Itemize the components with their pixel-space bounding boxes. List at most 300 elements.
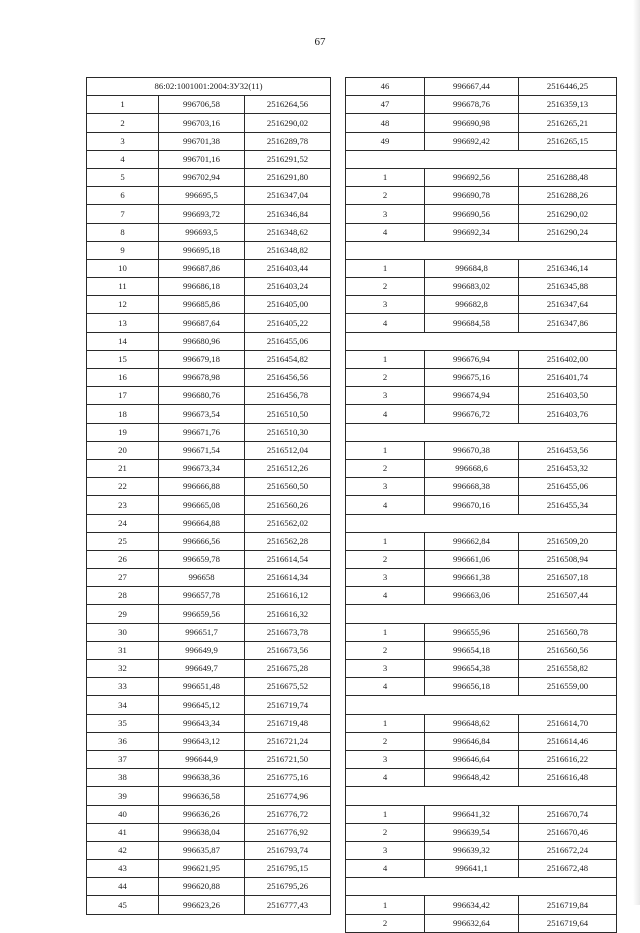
x-coordinate-cell: 996661,38 [425, 569, 519, 587]
x-coordinate-cell: 996651,48 [159, 678, 245, 696]
y-coordinate-cell: 2516775,16 [245, 769, 331, 787]
table-row [87, 423, 331, 441]
point-number-cell: 1 [346, 805, 425, 823]
x-coordinate-cell: 996702,94 [159, 168, 245, 186]
table-row [346, 296, 617, 314]
table-row [346, 823, 617, 841]
point-number-cell: 11 [87, 278, 159, 296]
point-number-cell: 46 [346, 78, 425, 96]
x-coordinate-cell: 996687,64 [159, 314, 245, 332]
point-number-cell: 7 [87, 205, 159, 223]
page-number: 67 [314, 36, 326, 48]
point-number-cell: 13 [87, 314, 159, 332]
table-row [346, 841, 617, 859]
x-coordinate-cell: 996641,32 [425, 805, 519, 823]
x-coordinate-cell: 996651,7 [159, 623, 245, 641]
x-coordinate-cell: 996639,32 [425, 841, 519, 859]
point-number-cell: 2 [346, 641, 425, 659]
x-coordinate-cell: 996701,38 [159, 132, 245, 150]
table-row [346, 550, 617, 568]
table-title-row [87, 78, 331, 96]
table-row [87, 823, 331, 841]
point-number-cell: 32 [87, 660, 159, 678]
y-coordinate-cell: 2516401,74 [519, 369, 617, 387]
x-coordinate-cell: 996674,94 [425, 387, 519, 405]
separator-cell [346, 787, 617, 805]
x-coordinate-cell: 996673,34 [159, 459, 245, 477]
table-row [87, 168, 331, 186]
y-coordinate-cell: 2516507,44 [519, 587, 617, 605]
x-coordinate-cell: 996666,56 [159, 532, 245, 550]
x-coordinate-cell: 996659,78 [159, 550, 245, 568]
x-coordinate-cell: 996643,12 [159, 732, 245, 750]
separator-cell [346, 605, 617, 623]
x-coordinate-cell: 996684,58 [425, 314, 519, 332]
x-coordinate-cell: 996682,8 [425, 296, 519, 314]
point-number-cell: 6 [87, 187, 159, 205]
table-row [346, 569, 617, 587]
y-coordinate-cell: 2516510,30 [245, 423, 331, 441]
table-row [346, 314, 617, 332]
point-number-cell: 3 [346, 296, 425, 314]
point-number-cell: 2 [346, 187, 425, 205]
point-number-cell: 20 [87, 441, 159, 459]
y-coordinate-cell: 2516290,02 [245, 114, 331, 132]
y-coordinate-cell: 2516560,56 [519, 641, 617, 659]
x-coordinate-cell: 996678,76 [425, 96, 519, 114]
table-row [87, 296, 331, 314]
y-coordinate-cell: 2516454,82 [245, 350, 331, 368]
point-number-cell: 4 [346, 860, 425, 878]
x-coordinate-cell: 996678,98 [159, 369, 245, 387]
y-coordinate-cell: 2516345,88 [519, 278, 617, 296]
y-coordinate-cell: 2516264,56 [245, 96, 331, 114]
x-coordinate-cell: 996670,38 [425, 441, 519, 459]
y-coordinate-cell: 2516512,26 [245, 459, 331, 477]
x-coordinate-cell: 996706,58 [159, 96, 245, 114]
x-coordinate-cell: 996636,58 [159, 787, 245, 805]
separator-cell [346, 150, 617, 168]
point-number-cell: 26 [87, 550, 159, 568]
left-coordinates-table [86, 77, 331, 915]
table-row [87, 841, 331, 859]
y-coordinate-cell: 2516670,46 [519, 823, 617, 841]
contour-separator-row [346, 696, 617, 714]
y-coordinate-cell: 2516616,12 [245, 587, 331, 605]
y-coordinate-cell: 2516795,26 [245, 878, 331, 896]
point-number-cell: 31 [87, 641, 159, 659]
point-number-cell: 24 [87, 514, 159, 532]
x-coordinate-cell: 996665,08 [159, 496, 245, 514]
x-coordinate-cell: 996667,44 [425, 78, 519, 96]
table-row [346, 350, 617, 368]
contour-separator-row [346, 150, 617, 168]
point-number-cell: 3 [346, 478, 425, 496]
y-coordinate-cell: 2516348,82 [245, 241, 331, 259]
y-coordinate-cell: 2516507,18 [519, 569, 617, 587]
table-row [87, 860, 331, 878]
x-coordinate-cell: 996695,5 [159, 187, 245, 205]
point-number-cell: 3 [346, 841, 425, 859]
x-coordinate-cell: 996634,42 [425, 896, 519, 914]
table-row [346, 678, 617, 696]
table-row [87, 459, 331, 477]
y-coordinate-cell: 2516793,74 [245, 841, 331, 859]
x-coordinate-cell: 996686,18 [159, 278, 245, 296]
table-row [87, 696, 331, 714]
point-number-cell: 34 [87, 696, 159, 714]
y-coordinate-cell: 2516616,32 [245, 605, 331, 623]
x-coordinate-cell: 996663,06 [425, 587, 519, 605]
y-coordinate-cell: 2516405,22 [245, 314, 331, 332]
y-coordinate-cell: 2516403,50 [519, 387, 617, 405]
x-coordinate-cell: 996695,18 [159, 241, 245, 259]
table-row [346, 387, 617, 405]
point-number-cell: 44 [87, 878, 159, 896]
point-number-cell: 4 [346, 678, 425, 696]
table-row [346, 96, 617, 114]
y-coordinate-cell: 2516562,28 [245, 532, 331, 550]
table-row [87, 496, 331, 514]
x-coordinate-cell: 996692,56 [425, 168, 519, 186]
separator-cell [346, 423, 617, 441]
table-row [87, 150, 331, 168]
y-coordinate-cell: 2516453,56 [519, 441, 617, 459]
x-coordinate-cell: 996671,76 [159, 423, 245, 441]
y-coordinate-cell: 2516776,92 [245, 823, 331, 841]
point-number-cell: 4 [346, 314, 425, 332]
point-number-cell: 1 [346, 532, 425, 550]
point-number-cell: 8 [87, 223, 159, 241]
point-number-cell: 27 [87, 569, 159, 587]
y-coordinate-cell: 2516446,25 [519, 78, 617, 96]
y-coordinate-cell: 2516719,74 [245, 696, 331, 714]
contour-separator-row [346, 878, 617, 896]
table-row [87, 878, 331, 896]
y-coordinate-cell: 2516672,24 [519, 841, 617, 859]
x-coordinate-cell: 996648,42 [425, 769, 519, 787]
point-number-cell: 37 [87, 750, 159, 768]
point-number-cell: 1 [346, 623, 425, 641]
point-number-cell: 12 [87, 296, 159, 314]
y-coordinate-cell: 2516455,06 [519, 478, 617, 496]
y-coordinate-cell: 2516795,15 [245, 860, 331, 878]
point-number-cell: 2 [346, 914, 425, 932]
table-row [346, 896, 617, 914]
x-coordinate-cell: 996671,54 [159, 441, 245, 459]
table-row [87, 532, 331, 550]
table-row [87, 750, 331, 768]
y-coordinate-cell: 2516560,78 [519, 623, 617, 641]
y-coordinate-cell: 2516719,64 [519, 914, 617, 932]
table-row [87, 714, 331, 732]
contour-separator-row [346, 423, 617, 441]
x-coordinate-cell: 996643,34 [159, 714, 245, 732]
point-number-cell: 9 [87, 241, 159, 259]
table-row [87, 587, 331, 605]
table-row [87, 278, 331, 296]
x-coordinate-cell: 996645,12 [159, 696, 245, 714]
table-row [87, 369, 331, 387]
table-row [87, 332, 331, 350]
table-row [87, 132, 331, 150]
y-coordinate-cell: 2516721,50 [245, 750, 331, 768]
table-row [87, 223, 331, 241]
point-number-cell: 38 [87, 769, 159, 787]
contour-separator-row [346, 241, 617, 259]
point-number-cell: 35 [87, 714, 159, 732]
point-number-cell: 40 [87, 805, 159, 823]
x-coordinate-cell: 996693,72 [159, 205, 245, 223]
x-coordinate-cell: 996662,84 [425, 532, 519, 550]
table-row [87, 641, 331, 659]
y-coordinate-cell: 2516288,48 [519, 168, 617, 186]
point-number-cell: 47 [346, 96, 425, 114]
x-coordinate-cell: 996680,76 [159, 387, 245, 405]
y-coordinate-cell: 2516402,00 [519, 350, 617, 368]
y-coordinate-cell: 2516359,13 [519, 96, 617, 114]
y-coordinate-cell: 2516776,72 [245, 805, 331, 823]
x-coordinate-cell: 996638,04 [159, 823, 245, 841]
point-number-cell: 2 [346, 550, 425, 568]
y-coordinate-cell: 2516558,82 [519, 660, 617, 678]
x-coordinate-cell: 996654,18 [425, 641, 519, 659]
table-row [87, 314, 331, 332]
point-number-cell: 3 [346, 750, 425, 768]
x-coordinate-cell: 996666,88 [159, 478, 245, 496]
point-number-cell: 18 [87, 405, 159, 423]
y-coordinate-cell: 2516510,50 [245, 405, 331, 423]
y-coordinate-cell: 2516719,84 [519, 896, 617, 914]
contour-separator-row [346, 787, 617, 805]
y-coordinate-cell: 2516509,20 [519, 532, 617, 550]
contour-separator-row [346, 332, 617, 350]
table-row [346, 459, 617, 477]
x-coordinate-cell: 996623,26 [159, 896, 245, 914]
table-row [346, 187, 617, 205]
table-row [87, 514, 331, 532]
x-coordinate-cell: 996668,38 [425, 478, 519, 496]
x-coordinate-cell: 996649,9 [159, 641, 245, 659]
point-number-cell: 19 [87, 423, 159, 441]
table-row [87, 605, 331, 623]
table-row [346, 369, 617, 387]
point-number-cell: 1 [87, 96, 159, 114]
x-coordinate-cell: 996644,9 [159, 750, 245, 768]
x-coordinate-cell: 996680,96 [159, 332, 245, 350]
table-row [346, 750, 617, 768]
point-number-cell: 2 [346, 369, 425, 387]
separator-cell [346, 696, 617, 714]
x-coordinate-cell: 996690,56 [425, 205, 519, 223]
x-coordinate-cell: 996687,86 [159, 259, 245, 277]
x-coordinate-cell: 996659,56 [159, 605, 245, 623]
point-number-cell: 42 [87, 841, 159, 859]
y-coordinate-cell: 2516777,43 [245, 896, 331, 914]
y-coordinate-cell: 2516403,44 [245, 259, 331, 277]
x-coordinate-cell: 996692,42 [425, 132, 519, 150]
y-coordinate-cell: 2516614,70 [519, 714, 617, 732]
x-coordinate-cell: 996656,18 [425, 678, 519, 696]
y-coordinate-cell: 2516616,48 [519, 769, 617, 787]
table-row [87, 405, 331, 423]
table-row [87, 896, 331, 914]
table-row [87, 678, 331, 696]
x-coordinate-cell: 996693,5 [159, 223, 245, 241]
x-coordinate-cell: 996664,88 [159, 514, 245, 532]
y-coordinate-cell: 2516288,26 [519, 187, 617, 205]
x-coordinate-cell: 996635,87 [159, 841, 245, 859]
y-coordinate-cell: 2516403,76 [519, 405, 617, 423]
point-number-cell: 2 [87, 114, 159, 132]
y-coordinate-cell: 2516508,94 [519, 550, 617, 568]
x-coordinate-cell: 996657,78 [159, 587, 245, 605]
y-coordinate-cell: 2516560,50 [245, 478, 331, 496]
table-row [87, 550, 331, 568]
point-number-cell: 30 [87, 623, 159, 641]
page-edge-shadow [633, 0, 640, 905]
point-number-cell: 3 [87, 132, 159, 150]
y-coordinate-cell: 2516347,64 [519, 296, 617, 314]
x-coordinate-cell: 996701,16 [159, 150, 245, 168]
y-coordinate-cell: 2516347,86 [519, 314, 617, 332]
table-row [346, 769, 617, 787]
table-row [87, 660, 331, 678]
y-coordinate-cell: 2516719,48 [245, 714, 331, 732]
y-coordinate-cell: 2516675,52 [245, 678, 331, 696]
y-coordinate-cell: 2516614,34 [245, 569, 331, 587]
table-row [346, 805, 617, 823]
contour-separator-row [346, 514, 617, 532]
point-number-cell: 2 [346, 732, 425, 750]
table-row [346, 205, 617, 223]
table-row [87, 478, 331, 496]
table-row [346, 114, 617, 132]
table-row [87, 205, 331, 223]
y-coordinate-cell: 2516616,22 [519, 750, 617, 768]
table-row [346, 78, 617, 96]
point-number-cell: 4 [346, 223, 425, 241]
point-number-cell: 16 [87, 369, 159, 387]
contour-separator-row [346, 605, 617, 623]
x-coordinate-cell: 996661,06 [425, 550, 519, 568]
point-number-cell: 3 [346, 569, 425, 587]
point-number-cell: 2 [346, 278, 425, 296]
y-coordinate-cell: 2516405,00 [245, 296, 331, 314]
y-coordinate-cell: 2516291,52 [245, 150, 331, 168]
y-coordinate-cell: 2516672,48 [519, 860, 617, 878]
point-number-cell: 21 [87, 459, 159, 477]
point-number-cell: 4 [346, 769, 425, 787]
point-number-cell: 1 [346, 168, 425, 186]
parcel-title-cell: 86:02:1001001:2004:ЗУ32(11) [87, 78, 331, 96]
y-coordinate-cell: 2516265,21 [519, 114, 617, 132]
x-coordinate-cell: 996673,54 [159, 405, 245, 423]
x-coordinate-cell: 996675,16 [425, 369, 519, 387]
table-row [346, 496, 617, 514]
table-row [346, 132, 617, 150]
table-row [87, 569, 331, 587]
table-row [87, 187, 331, 205]
point-number-cell: 4 [346, 496, 425, 514]
y-coordinate-cell: 2516290,24 [519, 223, 617, 241]
point-number-cell: 3 [346, 387, 425, 405]
table-row [346, 660, 617, 678]
y-coordinate-cell: 2516675,28 [245, 660, 331, 678]
table-row [87, 441, 331, 459]
y-coordinate-cell: 2516774,96 [245, 787, 331, 805]
x-coordinate-cell: 996636,26 [159, 805, 245, 823]
separator-cell [346, 878, 617, 896]
point-number-cell: 17 [87, 387, 159, 405]
point-number-cell: 41 [87, 823, 159, 841]
point-number-cell: 28 [87, 587, 159, 605]
separator-cell [346, 241, 617, 259]
point-number-cell: 22 [87, 478, 159, 496]
x-coordinate-cell: 996658 [159, 569, 245, 587]
point-number-cell: 48 [346, 114, 425, 132]
x-coordinate-cell: 996676,72 [425, 405, 519, 423]
table-row [346, 641, 617, 659]
table-row [87, 387, 331, 405]
table-row [346, 441, 617, 459]
y-coordinate-cell: 2516291,80 [245, 168, 331, 186]
y-coordinate-cell: 2516673,78 [245, 623, 331, 641]
table-row [346, 168, 617, 186]
table-row [346, 478, 617, 496]
right-coordinates-table [345, 77, 617, 933]
y-coordinate-cell: 2516562,02 [245, 514, 331, 532]
y-coordinate-cell: 2516560,26 [245, 496, 331, 514]
x-coordinate-cell: 996685,86 [159, 296, 245, 314]
x-coordinate-cell: 996683,02 [425, 278, 519, 296]
x-coordinate-cell: 996703,16 [159, 114, 245, 132]
point-number-cell: 4 [346, 405, 425, 423]
point-number-cell: 14 [87, 332, 159, 350]
x-coordinate-cell: 996649,7 [159, 660, 245, 678]
x-coordinate-cell: 996692,34 [425, 223, 519, 241]
point-number-cell: 2 [346, 459, 425, 477]
y-coordinate-cell: 2516290,02 [519, 205, 617, 223]
x-coordinate-cell: 996646,64 [425, 750, 519, 768]
table-row [346, 278, 617, 296]
table-row [87, 787, 331, 805]
y-coordinate-cell: 2516403,24 [245, 278, 331, 296]
point-number-cell: 1 [346, 896, 425, 914]
point-number-cell: 1 [346, 259, 425, 277]
point-number-cell: 3 [346, 205, 425, 223]
y-coordinate-cell: 2516614,46 [519, 732, 617, 750]
y-coordinate-cell: 2516512,04 [245, 441, 331, 459]
table-row [346, 860, 617, 878]
x-coordinate-cell: 996646,84 [425, 732, 519, 750]
point-number-cell: 1 [346, 350, 425, 368]
x-coordinate-cell: 996654,38 [425, 660, 519, 678]
x-coordinate-cell: 996639,54 [425, 823, 519, 841]
x-coordinate-cell: 996641,1 [425, 860, 519, 878]
y-coordinate-cell: 2516289,78 [245, 132, 331, 150]
table-row [87, 805, 331, 823]
x-coordinate-cell: 996668,6 [425, 459, 519, 477]
table-row [87, 96, 331, 114]
x-coordinate-cell: 996638,36 [159, 769, 245, 787]
y-coordinate-cell: 2516456,78 [245, 387, 331, 405]
y-coordinate-cell: 2516346,84 [245, 205, 331, 223]
x-coordinate-cell: 996620,88 [159, 878, 245, 896]
table-row [87, 623, 331, 641]
point-number-cell: 10 [87, 259, 159, 277]
table-row [87, 350, 331, 368]
